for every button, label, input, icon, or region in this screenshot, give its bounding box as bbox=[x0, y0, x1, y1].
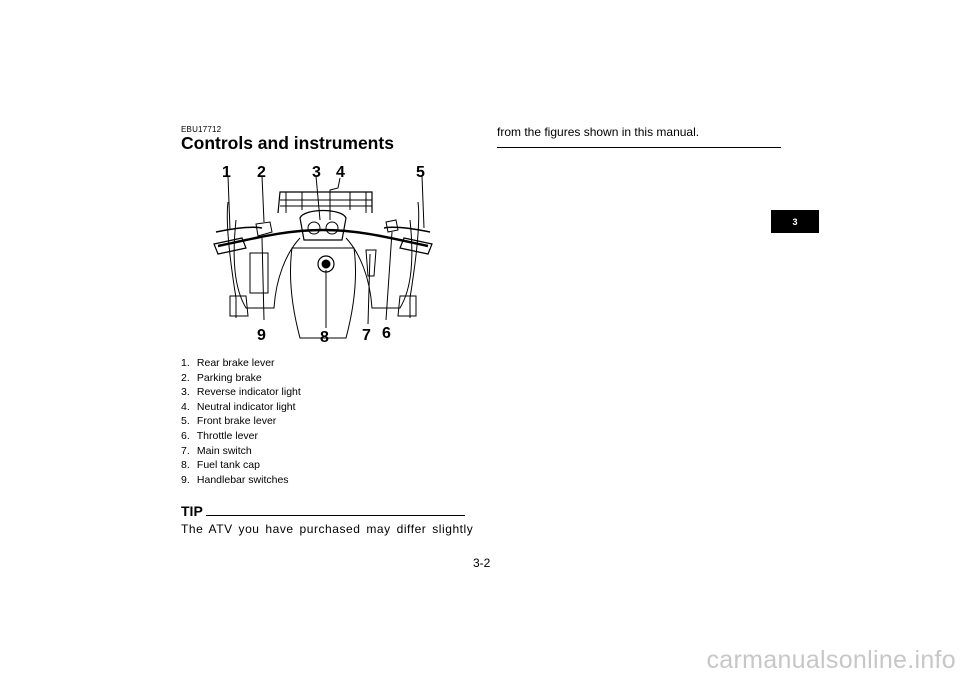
legend-item: 7. Main switch bbox=[181, 444, 252, 457]
callout-7: 7 bbox=[362, 327, 371, 344]
callout-4: 4 bbox=[336, 164, 345, 181]
legend-item: 5. Front brake lever bbox=[181, 415, 277, 428]
legend-list bbox=[181, 356, 301, 487]
callout-2: 2 bbox=[257, 164, 266, 181]
legend-item: 2. Parking brake bbox=[181, 371, 262, 384]
callout-1: 1 bbox=[222, 164, 231, 181]
legend-item: 8. Fuel tank cap bbox=[181, 459, 260, 472]
callout-6: 6 bbox=[382, 325, 391, 342]
legend-item: 4. Neutral indicator light bbox=[181, 400, 296, 413]
section-title: Controls and instruments bbox=[181, 133, 394, 153]
legend-item: 1. Rear brake lever bbox=[181, 357, 275, 369]
tip-continuation bbox=[497, 125, 781, 148]
callout-9: 9 bbox=[257, 327, 266, 344]
continuation-text: from the figures shown in this manual. bbox=[497, 125, 700, 139]
section-code: EBU17712 bbox=[181, 125, 222, 134]
page-number: 3-2 bbox=[473, 556, 491, 570]
callout-3: 3 bbox=[312, 164, 321, 181]
tip-rule bbox=[206, 515, 465, 516]
tip-header bbox=[181, 504, 465, 518]
watermark: carmanualsonline.info bbox=[706, 646, 956, 674]
continuation-rule bbox=[497, 147, 781, 148]
controls-illustration bbox=[196, 158, 450, 354]
chapter-tab: 3 bbox=[771, 210, 819, 233]
callout-8: 8 bbox=[320, 329, 329, 346]
legend-item: 6. Throttle lever bbox=[181, 429, 259, 442]
tip-label: TIP bbox=[181, 503, 203, 519]
tip-text: The ATV you have purchased may differ slightly bbox=[181, 522, 474, 536]
legend-item: 9. Handlebar switches bbox=[181, 473, 289, 486]
tip-box bbox=[181, 503, 474, 536]
legend-item: 3. Reverse indicator light bbox=[181, 386, 301, 399]
callout-5: 5 bbox=[416, 164, 425, 181]
